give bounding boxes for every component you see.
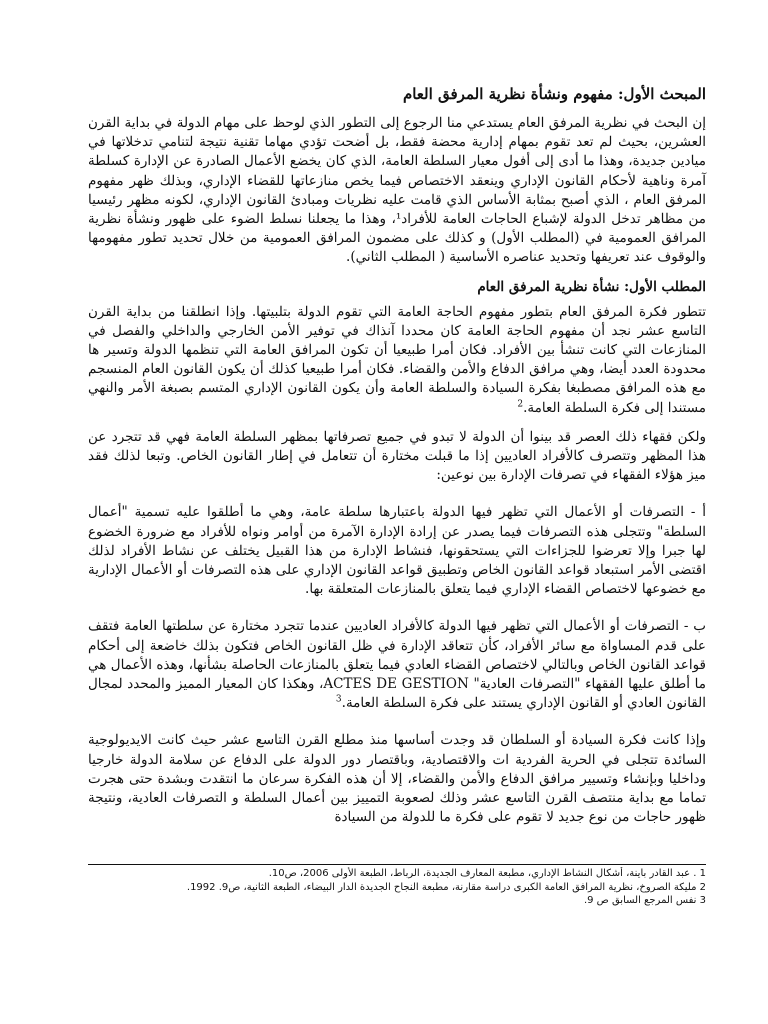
footnotes [88,864,706,908]
paragraph-sovereignty: وإذا كانت فكرة السيادة أو السلطان قد وجدت أساسها منذ مطلع القرن التاسع عشر حيث كانت الايديولوجية السائدة تتجلى في الحرية الفردية ات والاقتصادية، وباقتصار دور الدولة على الدفاع عن سلامة الدولة خارجيا وداخليا وبإنشاء وتسيير مرافق الدفاع والأمن والقضاء، إلا أن هذه الفكرة سرعان ما انتقدت وبشدة حتى هجرت تماما مع بداية منتصف القرن التاسع عشر وذلك لصعوبة التمييز بين أعمال السلطة و التصرفات العادية، ونتيجة ظهور حاجات من نوع جديد لا تقوم على فكرة ما للدولة من السيادة [88,732,706,826]
footnote-ref-3: 3 [335,694,342,705]
chapter-title: المبحث الأول: مفهوم ونشأة نظرية المرفق العام [402,85,706,103]
section-title: المطلب الأول: نشأة نظرية المرفق العام [477,278,706,295]
paragraph-ordinary-acts [88,617,706,713]
paragraph-origin-text: تتطور فكرة المرفق العام بتطور مفهوم الحاجة العامة التي تقوم الدولة بتلبيتها. وإذا انطلقنا من بداية القرن التاسع عشر نجد أن مفهوم الحاجة العامة كان محددا آنذاك في توفير الأمن الخارجي والداخلي والفصل في المنازعات التي كانت تنشأ بين الأفراد. فكان أمرا طبيعيا أن تكون المرافق العامة التي تنظمها الدولة وتسير ها محدودة العدد أيضا، وهي مرافق الدفاع والأمن والقضاء. فكان أمرا طبيعيا كذلك أن يكون القانون العام المنسجم مع هذه المرافق مصطبغا بفكرة السيادة والسلطة العامة وأن يكون القانون الإداري المتسم بصبغة الأمر والنهي مستندا إلى فكرة السلطة العامة. [88,303,707,416]
paragraph-ordinary-acts-text: ب - التصرفات أو الأعمال التي تظهر فيها الدولة كالأفراد العاديين عندما تتجرد مختارة عن سلطتها العامة فتقف على قدم المساواة مع سائر الأفراد، كأن تتعاقد الإدارة في ظل القانون الخاص فتكون بذلك خاضعة إلى أحكام قواعد القانون الخاص وبالتالي لاختصاص القضاء العادي فيما يتعلق بالمنازعات الحاصلة بشأنها، وهذه الأعمال هي ما أطلق عليها الفقهاء "التصرفات العادية" ACTES DE GESTION، وهكذا كان المعيار المميز والمحدد لمجال القانون العادي أو القانون الإداري يستند على فكرة السلطة العامة. [88,618,706,712]
paragraph-origin [88,303,706,418]
footnote-1: 1 . عبد القادر باينة، أشكال النشاط الإداري، مطبعة المعارف الجديدة، الرباط، الطبعة الأولى 2006، ص10. [268,868,706,879]
paragraph-acts-of-authority: أ - التصرفات أو الأعمال التي تظهر فيها الدولة باعتبارها سلطة عامة، وهي ما أطلقوا عليه تسمية "أعمال السلطة" وتتجلى هذه التصرفات فيما يصدر عن إرادة الإدارة الآمرة من أوامر ونواه للأفراد مع ضرورة الخضوع لها جبرا وإلا تعرضوا للجزاءات التي يستحقونها، فنشاط الإدارة من هذا القبيل يختلف عن نشاط الأفراد لذلك اقتضى الأمر استبعاد قواعد القانون الخاص وتطبيق قواعد القانون الإداري على هذه التصرفات أو الأعمال الإدارية مع خضوعها لاختصاص القضاء الإداري فيما يتعلق بالمنازعات المتعلقة بها. [88,504,706,598]
footnote-ref-2: 2 [517,399,524,410]
footnote-2: 2 مليكة الصروخ، نظرية المرافق العامة الكبرى دراسة مقارنة، مطبعة النجاح الجديدة الدار البيضاء، الطبعة الثانية، ص9. 1992. [186,881,706,893]
intro-paragraph: إن البحث في نظرية المرفق العام يستدعي منا الرجوع إلى التطور الذي لوحظ على مهام الدولة في بداية القرن العشرين، بحيث لم تعد تقوم بمهام إدارية محضة فقط، بل أضحت تؤدي مهاما تقنية نتيجة لتنامي تدخلاتها في ميادين جديدة، وهذا ما أدى إلى أفول معيار السلطة العامة، الذي كان يخضع الأعمال الصادرة عن الإدارة كسلطة آمرة وناهية لأحكام القانون الإداري وينعقد الاختصاص فيما يخص منازعاتها للقضاء الإداري، وبذلك ظهر مفهوم المرفق العام ، الذي أصبح بمثابة الأساس الذي قامت عليه نظريات ومبادئ القانون الإداري، لكونه مظهر رئيسيا من مظاهر تدخل الدولة لإشباع الحاجات العامة للأفراد¹، وهذا ما يجعلنا نسلط الضوء على ظهور ونشأة نظرية المرافق العمومية في (المطلب الأول) و كذلك على مضمون المرافق العمومية من خلال تحديد تطور مفهومها والوقوف عند تعريفها وتحديد عناصره الأساسية ( المطلب الثاني). [88,115,707,266]
footnote-3: 3 نفس المرجع السابق ص 9. [583,895,706,906]
document-body [88,84,706,828]
paragraph-jurists: ولكن فقهاء ذلك العصر قد بينوا أن الدولة لا تبدو في جميع تصرفاتها بمظهر السلطة العامة فهي قد تتجرد عن هذا المظهر وتتصرف كالأفراد العاديين إذا ما قبلت مختارة أن تتعامل في إطار القانون الخاص. وتبعا لذلك فقد ميز هؤلاء الفقهاء في تصرفات الإدارة بين نوعين: [88,428,706,484]
